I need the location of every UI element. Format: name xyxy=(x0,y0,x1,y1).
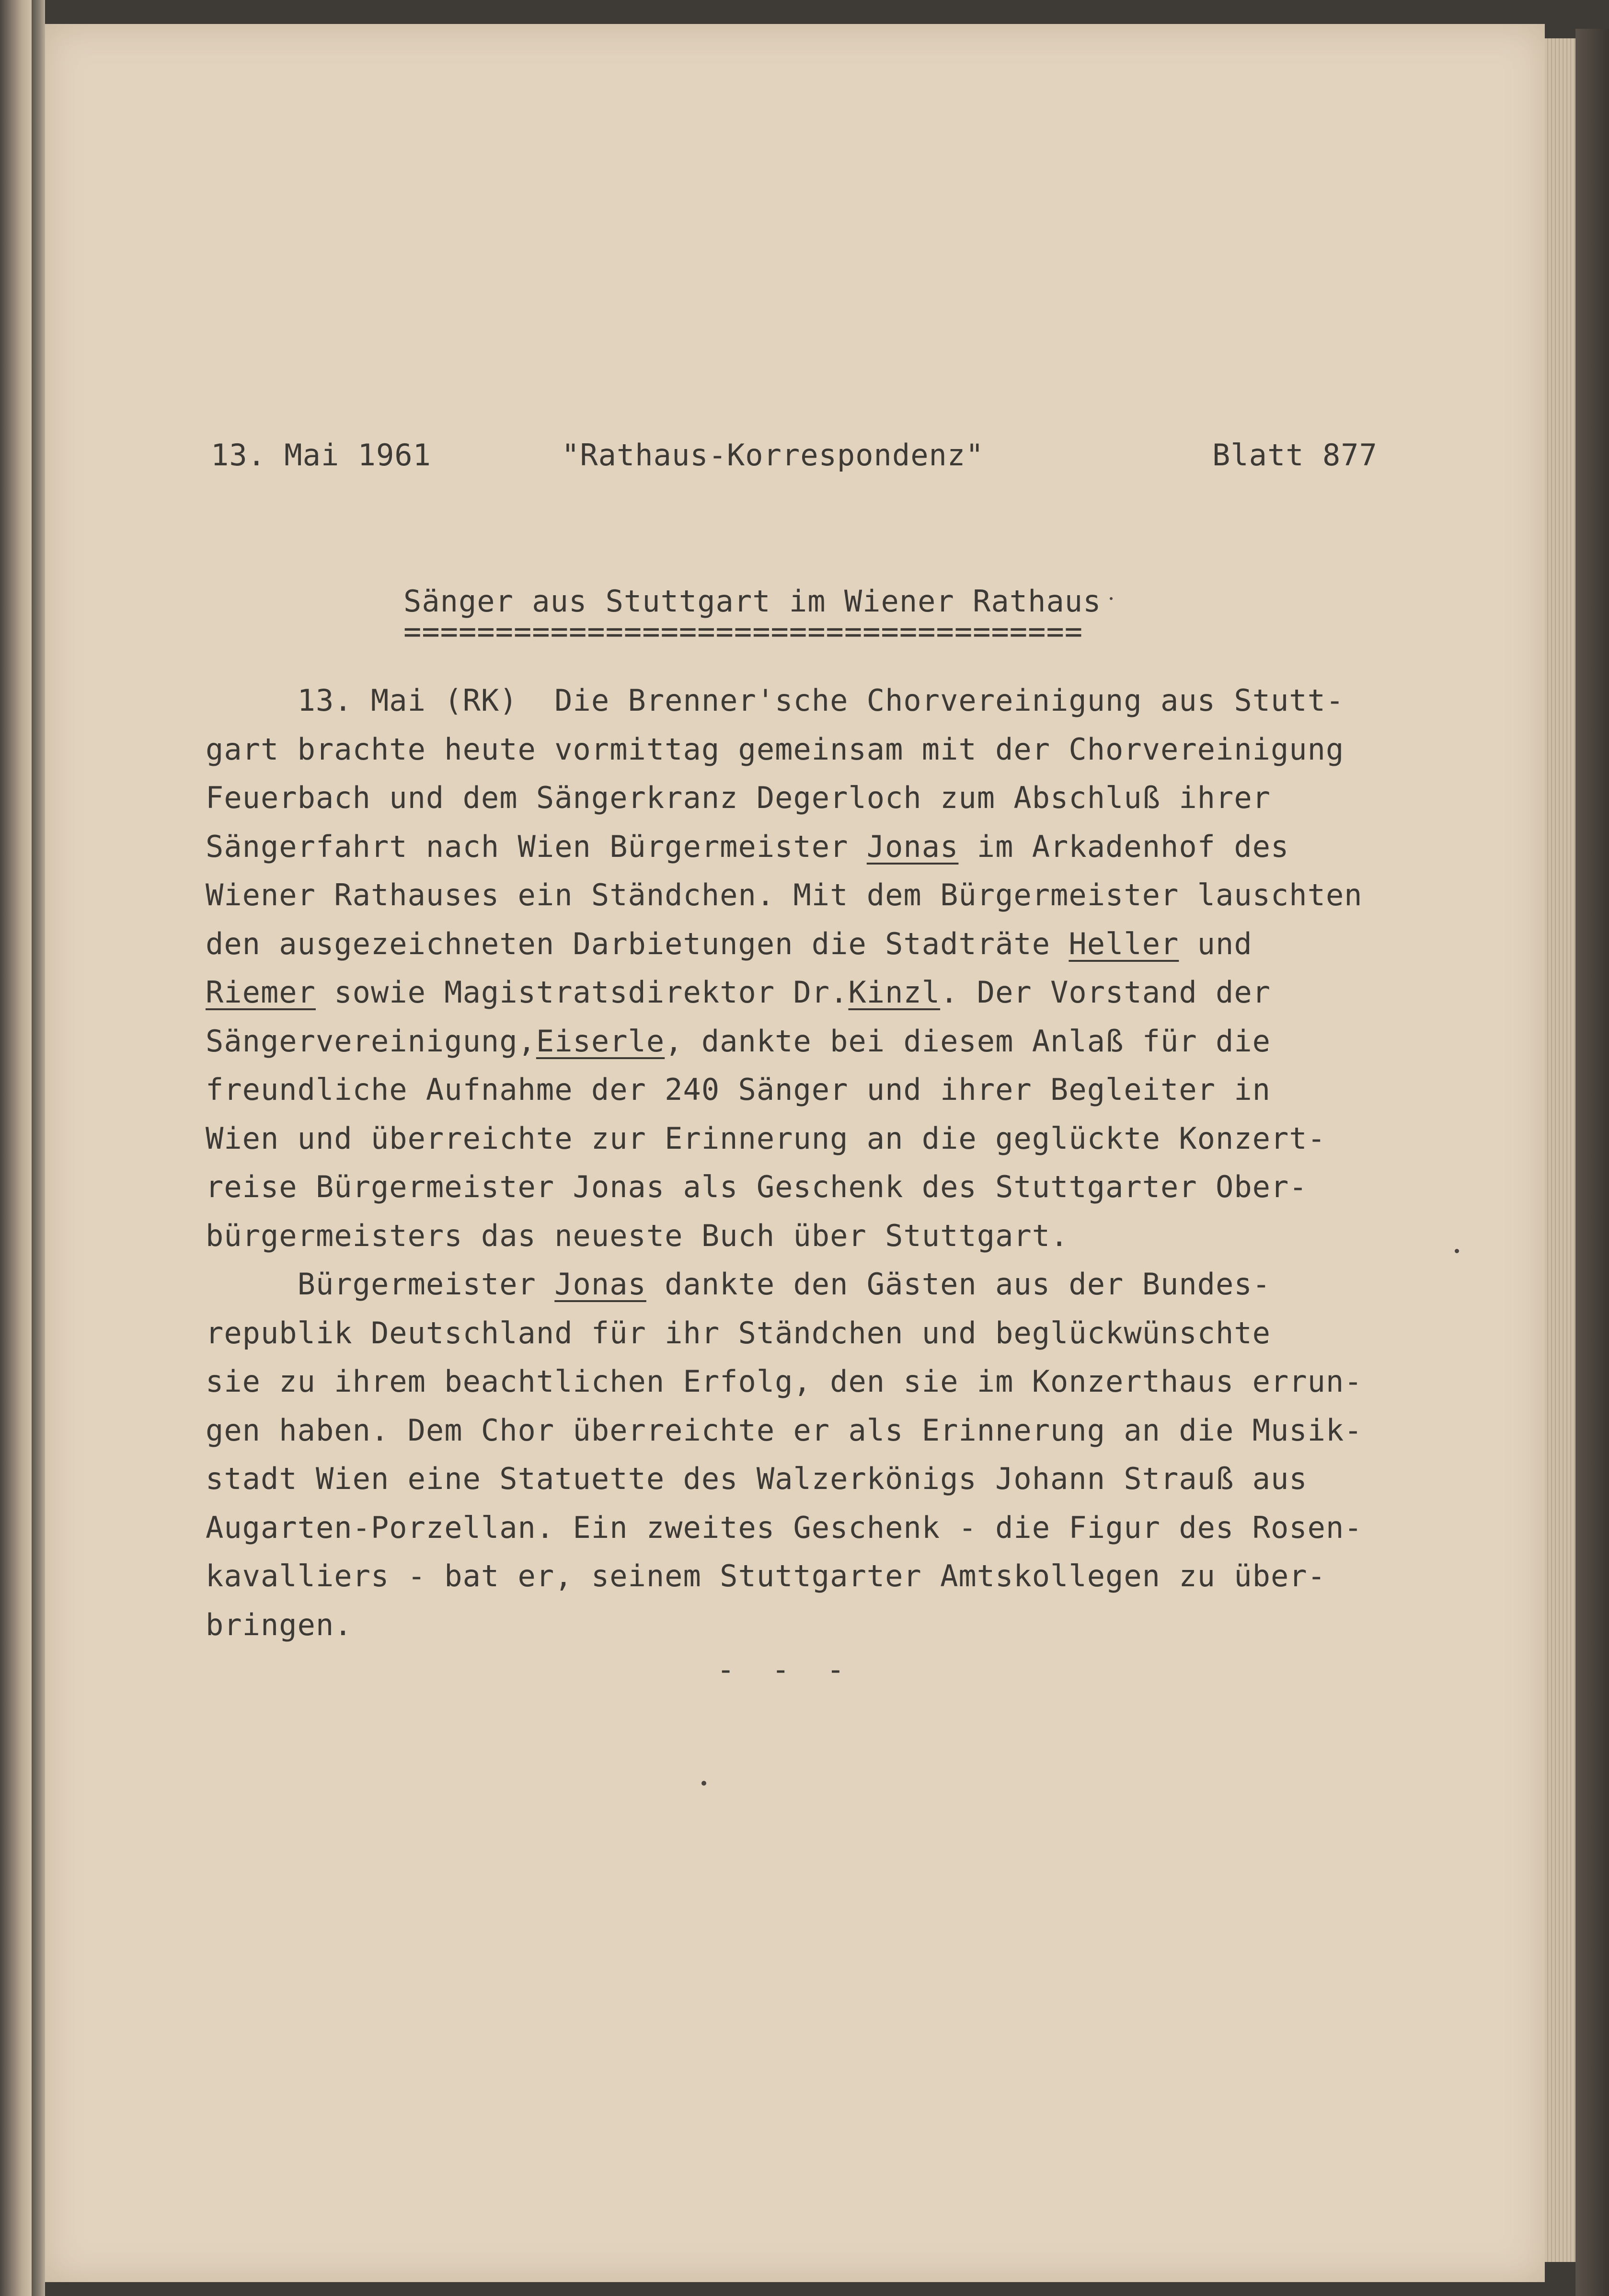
body-line xyxy=(206,1163,1363,1211)
body-line xyxy=(206,968,1363,1017)
body-text: bürgermeisters das neueste Buch über Stuttgart. xyxy=(206,1218,1069,1253)
body-text: den ausgezeichneten Darbietungen die Stadträte xyxy=(206,926,1069,961)
body-line xyxy=(206,1357,1363,1406)
body-text: Bürgermeister xyxy=(206,1267,555,1302)
header-publication: "Rathaus-Korrespondenz" xyxy=(562,438,984,473)
body-line xyxy=(206,822,1363,871)
body-text: gen haben. Dem Chor überreichte er als Erinnerung an die Musik- xyxy=(206,1412,1363,1448)
page-stack-shadow xyxy=(1575,29,1609,2296)
body-line xyxy=(206,1454,1363,1503)
end-mark: - - - xyxy=(717,1652,854,1687)
article-body xyxy=(206,676,1363,1649)
body-line xyxy=(206,773,1363,822)
body-text: stadt Wien eine Statuette des Walzerkönigs Johann Strauß aus xyxy=(206,1461,1308,1496)
underlined-name: Jonas xyxy=(866,829,959,864)
body-line xyxy=(206,1601,1363,1650)
body-text: Wiener Rathauses ein Ständchen. Mit dem Bürgermeister lauschten xyxy=(206,877,1363,912)
body-line xyxy=(206,1309,1363,1358)
body-line xyxy=(206,1552,1363,1601)
underlined-name: Jonas xyxy=(554,1267,646,1302)
header-date: 13. Mai 1961 xyxy=(211,438,431,473)
underlined-name: Kinzl xyxy=(848,975,941,1010)
body-text: sie zu ihrem beachtlichen Erfolg, den sie im Konzerthaus errun- xyxy=(206,1364,1363,1399)
body-line xyxy=(206,920,1363,969)
body-text: reise Bürgermeister Jonas als Geschenk des Stuttgarter Ober- xyxy=(206,1169,1308,1204)
paper-speck xyxy=(1110,597,1113,600)
body-line xyxy=(206,676,1363,725)
book-spine xyxy=(32,0,45,2296)
paper-speck xyxy=(701,1781,706,1786)
body-line xyxy=(206,871,1363,920)
underlined-name: Heller xyxy=(1069,926,1179,961)
body-line xyxy=(206,1114,1363,1163)
body-text: bringen. xyxy=(206,1607,353,1642)
body-line xyxy=(206,1211,1363,1260)
body-text: und xyxy=(1179,926,1253,961)
body-line xyxy=(206,1017,1363,1066)
page-stack-edge xyxy=(1545,38,1575,2262)
body-line xyxy=(206,1503,1363,1552)
underlined-name: Eiserle xyxy=(536,1023,665,1059)
body-text: gart brachte heute vormittag gemeinsam mit der Chorvereinigung xyxy=(206,731,1345,767)
body-text: Augarten-Porzellan. Ein zweites Geschenk - die Figur des Rosen- xyxy=(206,1510,1363,1545)
body-text: freundliche Aufnahme der 240 Sänger und ihrer Begleiter in xyxy=(206,1072,1271,1107)
body-text: im Arkadenhof des xyxy=(958,829,1289,864)
body-line xyxy=(206,1260,1363,1309)
body-text: Sängervereinigung, xyxy=(206,1023,536,1059)
left-page-edge xyxy=(0,0,32,2296)
body-text: republik Deutschland für ihr Ständchen und beglückwünschte xyxy=(206,1315,1271,1350)
body-text: kavalliers - bat er, seinem Stuttgarter Amtskollegen zu über- xyxy=(206,1558,1326,1593)
body-text: Wien und überreichte zur Erinnerung an die geglückte Konzert- xyxy=(206,1120,1326,1156)
document-page xyxy=(45,24,1545,2282)
body-text: dankte den Gästen aus der Bundes- xyxy=(646,1267,1271,1302)
title-underline-rule: ===================================== xyxy=(403,614,1083,649)
body-text: . Der Vorstand der xyxy=(940,975,1271,1010)
body-line xyxy=(206,1406,1363,1455)
body-text: , dankte bei diesem Anlaß für die xyxy=(665,1023,1271,1059)
paper-speck xyxy=(1455,1249,1459,1253)
header-sheet-number: Blatt 877 xyxy=(1212,438,1378,473)
body-text: sowie Magistratsdirektor Dr. xyxy=(315,975,849,1010)
underlined-name: Riemer xyxy=(206,975,316,1010)
body-text: Feuerbach und dem Sängerkranz Degerloch zum Abschluß ihrer xyxy=(206,780,1271,815)
body-text: Sängerfahrt nach Wien Bürgermeister xyxy=(206,829,867,864)
body-text: 13. Mai (RK) Die Brenner'sche Chorvereinigung aus Stutt- xyxy=(206,683,1345,718)
article-title: Sänger aus Stuttgart im Wiener Rathaus xyxy=(403,584,1102,619)
body-line xyxy=(206,1065,1363,1114)
body-line xyxy=(206,725,1363,774)
